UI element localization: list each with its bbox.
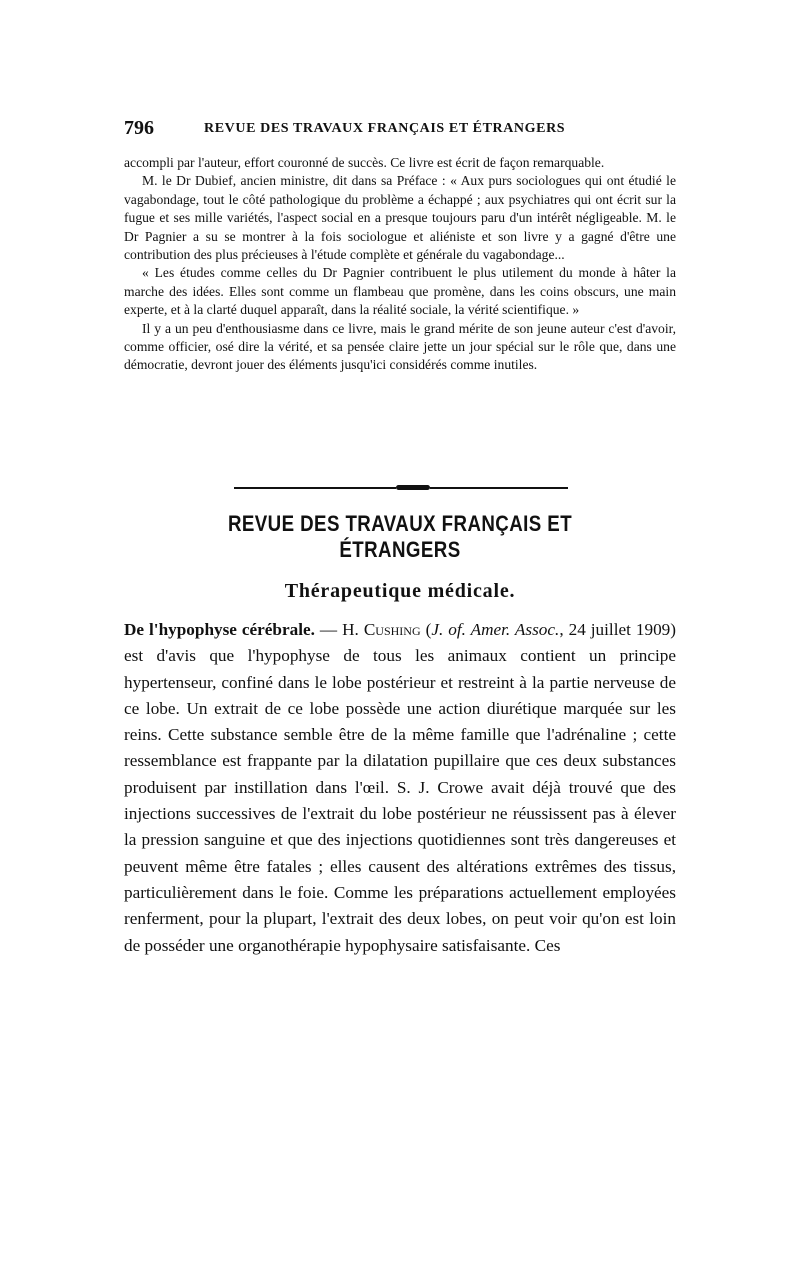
book-review-text — [124, 154, 676, 375]
citation-date: , 24 juillet 1909) — [559, 620, 676, 639]
citation-open: ( — [420, 620, 432, 639]
divider-ornament — [396, 485, 430, 490]
article-author: Cushing — [363, 620, 421, 639]
divider-rule-left — [234, 487, 396, 489]
article-text — [124, 617, 676, 959]
article-body: est d'avis que l'hypophyse de tous les animaux contient un principe hypertenseur, confiné dans le lobe postérieur et restreint à la partie nerveuse de ce lobe. Un extrait de ce lobe possède une action diurétique marquée sur les reins. Cette substance semble être de la même famille que l'adrénaline ; cette ressemblance est frappante par la dilatation pupillaire que ces deux substances produisent par instillation dans l'œil. S. J. Crowe avait déjà trouvé que des injections successives de l'extrait du lobe postérieur ne réussissent pas à élever la pression sanguine et que des injections quotidiennes sont très dangereuses et peuvent même être fatales ; elles causent des altérations extrêmes des tissus, particulièrement dans le foie. Comme les préparations actuellement employées renferment, pour la plupart, l'extrait des deux lobes, on peut voir qu'on est loin de posséder une organothérapie hypophysaire satisfaisante. Ces — [124, 646, 676, 955]
subsection-title: Thérapeutique médicale. — [284, 580, 516, 602]
running-head — [124, 117, 676, 141]
section-title: REVUE DES TRAVAUX FRANÇAIS ET ÉTRANGERS — [227, 511, 573, 562]
review-paragraph: « Les études comme celles du Dr Pagnier contribuent le plus utilement du monde à hâter la marche des idées. Elles sont comme un flambeau que promène, dans les coins obscurs, une main experte, et à la clarté duquel apparaît, dans la réalité sociale, la vérité scientifique. » — [124, 265, 676, 318]
article-title: De l'hypophyse cérébrale. — [124, 620, 315, 639]
review-paragraph: M. le Dr Dubief, ancien ministre, dit dans sa Préface : « Aux purs sociologues qui ont étudié le vagabondage, tout le côté pathologique du problème a échappé ; aux psychiatres qui ont écrit sur la fugue et ses mille variétés, l'aspect social en a presque toujours paru d'un intérêt négligeable. M. le Dr Pagnier a su se montrer à la fois sociologue et aliéniste et son livre y a gagné d'être une contribution des plus précieuses à l'étude complète et générale du vagabondage... — [124, 173, 676, 263]
review-paragraph: Il y a un peu d'enthousiasme dans ce livre, mais le grand mérite de son jeune auteur c'est d'avoir, comme officier, osé dire la vérité, et sa pensée claire jette un jour spécial sur le rôle que, dans une démocratie, devront jouer des éléments jusqu'ici considérés comme inutiles. — [124, 320, 676, 373]
divider-rule-right — [430, 487, 568, 489]
journal-name: J. of. Amer. Assoc. — [431, 620, 560, 639]
review-paragraph: accompli par l'auteur, effort couronné de succès. Ce livre est écrit de façon remarquable. — [124, 155, 605, 170]
author-dash: — H. — [314, 620, 364, 639]
ornamental-divider — [234, 486, 568, 490]
running-title: REVUE DES TRAVAUX FRANÇAIS ET ÉTRANGERS — [204, 121, 566, 136]
page-number: 796 — [124, 117, 154, 139]
